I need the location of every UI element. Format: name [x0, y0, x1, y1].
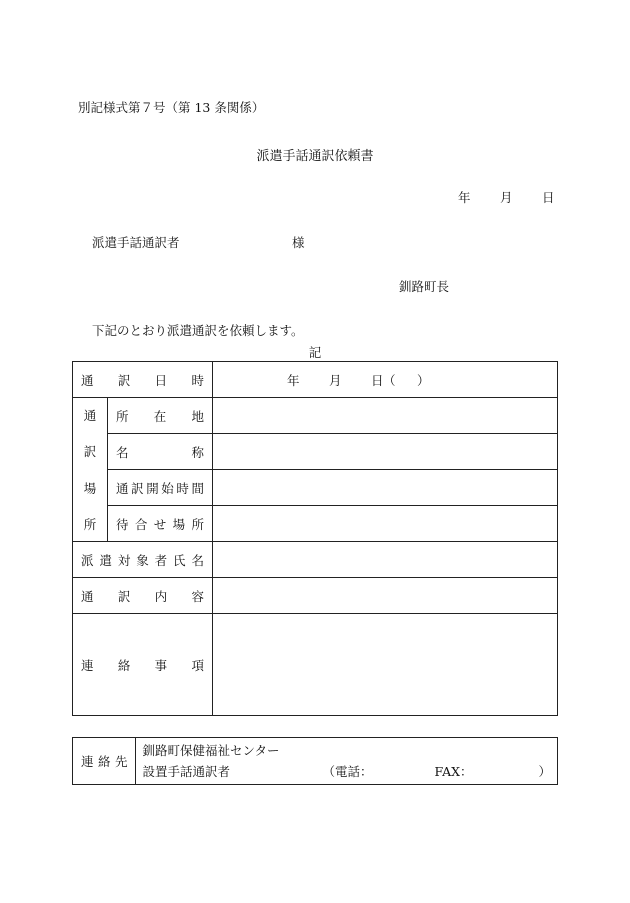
start-time-char: 始 [161, 480, 174, 496]
place-address-char: 地 [191, 408, 204, 424]
datetime-paren-close: ） [417, 372, 430, 388]
issue-date-month: 月 [500, 190, 513, 205]
target-name-char: 氏 [173, 552, 186, 568]
content-label [73, 578, 213, 614]
start-time-char: 開 [146, 480, 159, 496]
notes-char: 絡 [117, 657, 131, 673]
notes-char: 事 [154, 657, 168, 673]
meeting-place-value[interactable] [213, 506, 558, 542]
place-address-value[interactable] [213, 398, 558, 434]
place-group-label [73, 398, 108, 542]
start-time-label [108, 470, 213, 506]
notes-value[interactable] [213, 614, 558, 716]
place-name-char: 称 [191, 444, 204, 460]
place-group-char: 所 [83, 517, 97, 533]
datetime-label [73, 362, 213, 398]
target-name-label [73, 542, 213, 578]
datetime-month: 月 [329, 372, 342, 388]
meeting-place-char: 合 [134, 516, 148, 532]
contact-table [72, 737, 558, 785]
start-time-value[interactable] [213, 470, 558, 506]
notes-char: 項 [191, 657, 204, 673]
datetime-label-char: 時 [191, 372, 204, 388]
place-name-value[interactable] [213, 434, 558, 470]
datetime-label-char: 訳 [117, 372, 131, 388]
contact-org: 釧路町保健福祉センター [142, 743, 280, 758]
start-time-char: 時 [176, 480, 189, 496]
start-time-char: 間 [191, 480, 204, 496]
place-name-label [108, 434, 213, 470]
issue-date-year: 年 [458, 190, 471, 205]
datetime-paren-open: （ [383, 372, 396, 388]
content-char: 訳 [117, 588, 131, 604]
content-char: 容 [191, 588, 204, 604]
table-row-meeting-place [73, 506, 558, 542]
table-row-start-time [73, 470, 558, 506]
place-address-char: 在 [153, 408, 167, 424]
meeting-place-char: せ [153, 516, 167, 532]
addressee-label: 派遣手話通訳者 [92, 235, 180, 250]
table-row-place-name [73, 434, 558, 470]
contact-interpreter: 設置手話通訳者 [142, 764, 230, 779]
target-name-value[interactable] [213, 542, 558, 578]
meeting-place-label [108, 506, 213, 542]
place-group-char: 通 [83, 407, 97, 423]
datetime-value[interactable] [213, 362, 558, 398]
request-text: 下記のとおり派遣通訳を依頼します。 [92, 323, 304, 338]
datetime-year: 年 [287, 372, 300, 388]
contact-label [73, 738, 136, 785]
start-time-char: 通 [116, 480, 129, 496]
contact-label-char: 先 [114, 754, 128, 769]
target-name-char: 名 [191, 552, 204, 568]
target-name-char: 象 [136, 552, 149, 568]
document-title: 派遣手話通訳依頼書 [256, 149, 374, 164]
meeting-place-char: 待 [116, 516, 129, 532]
place-address-label [108, 398, 213, 434]
target-name-char: 遣 [99, 552, 112, 568]
notes-label [73, 614, 213, 716]
contact-phone: （電話： [322, 764, 373, 779]
table-row-content [73, 578, 558, 614]
datetime-label-char: 日 [154, 372, 168, 388]
contact-label-char: 絡 [97, 754, 111, 769]
target-name-char: 者 [154, 552, 168, 568]
datetime-day: 日 [371, 372, 384, 388]
contact-line2 [142, 761, 551, 782]
table-row-place-address [73, 398, 558, 434]
request-details-table [72, 361, 558, 716]
meeting-place-char: 所 [191, 516, 204, 532]
issue-date [458, 188, 555, 206]
contact-label-char: 連 [81, 754, 94, 769]
table-row-notes [73, 614, 558, 716]
issue-date-day: 日 [542, 190, 555, 205]
target-name-char: 派 [81, 552, 94, 568]
meeting-place-char: 場 [172, 516, 186, 532]
form-number: 別記様式第７号（第 13 条関係） [78, 100, 265, 115]
contact-close: ） [538, 764, 551, 779]
place-group-char: 場 [83, 480, 97, 496]
table-row-target-name [73, 542, 558, 578]
place-address-char: 所 [116, 408, 129, 424]
content-value[interactable] [213, 578, 558, 614]
table-row-datetime [73, 362, 558, 398]
ki-heading: 記 [308, 345, 322, 360]
notes-char: 連 [81, 657, 94, 673]
place-group-char: 訳 [83, 444, 97, 460]
contact-fax: FAX： [434, 764, 473, 779]
content-char: 内 [154, 588, 168, 604]
target-name-char: 対 [117, 552, 131, 568]
contact-value [136, 738, 558, 785]
place-name-char: 名 [116, 444, 129, 460]
datetime-label-char: 通 [81, 372, 94, 388]
addressee-honorific: 様 [292, 235, 305, 250]
sender-name: 釧路町長 [399, 279, 450, 294]
contact-row [73, 738, 558, 785]
start-time-char: 訳 [131, 480, 144, 496]
content-char: 通 [81, 588, 94, 604]
